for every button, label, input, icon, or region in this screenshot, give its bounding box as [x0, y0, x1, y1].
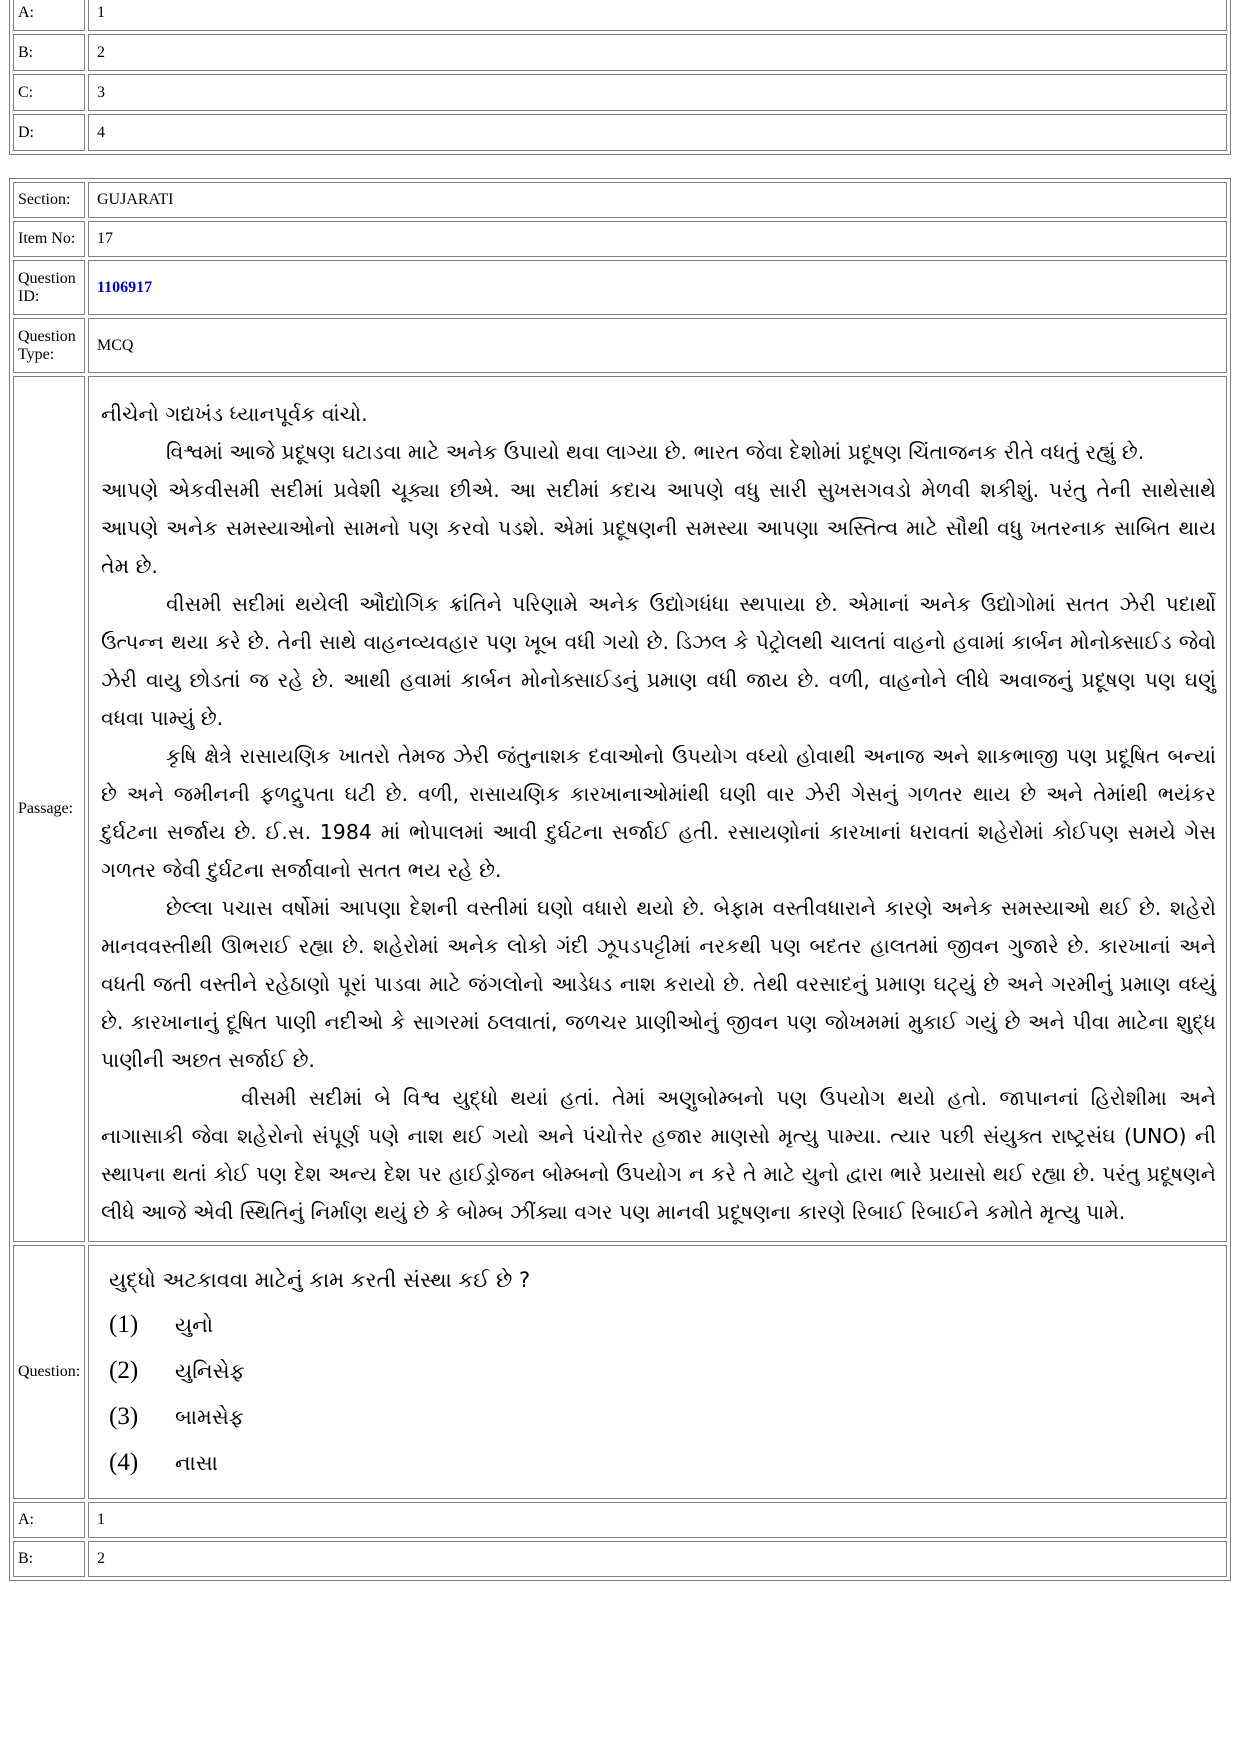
option-4: [109, 1440, 1216, 1486]
answer-value: 3: [88, 74, 1227, 111]
answer-label: A:: [13, 1502, 85, 1538]
section-label: Section:: [13, 182, 85, 218]
question-type-value: MCQ: [88, 318, 1227, 373]
question-content: [88, 1245, 1227, 1499]
passage-label: Passage:: [13, 376, 85, 1242]
answer-value: 1: [88, 1502, 1227, 1538]
passage-row: [13, 376, 1227, 1242]
option-text: યુનિસેફ: [175, 1358, 245, 1383]
answer-row-d: [13, 114, 1227, 151]
answer-label: B:: [13, 1541, 85, 1577]
item-row: [13, 221, 1227, 257]
option-number: (1): [109, 1311, 139, 1338]
option-1: [109, 1302, 1216, 1348]
question-id-label: Question ID:: [13, 260, 85, 315]
question-type-label: Question Type:: [13, 318, 85, 373]
answer-row-b: [13, 1541, 1227, 1577]
question-table: [9, 178, 1231, 1581]
passage-paragraph: વિશ્વમાં આજે પ્રદૂષણ ઘટાડવા માટે અનેક ઉપાયો થવા લાગ્યા છે. ભારત જેવા દેશોમાં પ્રદૂષણ ચિંતાજનક રીતે વધતું રહ્યું છે.: [166, 440, 1145, 464]
option-number: (3): [109, 1403, 139, 1430]
passage-paragraph: વીસમી સદીમાં થયેલી ઔદ્યોગિક ક્રાંતિને પરિણામે અનેક ઉદ્યોગધંધા સ્થપાયા છે. એમાનાં અનેક ઉદ્યોગોમાં સતત ઝેરી પદાર્થો ઉત્પન્ન થયા કરે છે. તેની સાથે વાહનવ્યવહાર પણ ખૂબ વધી ગયો છે. ડિઝલ કે પેટ્રોલથી ચાલતાં વાહનો હવામાં કાર્બન મોનોક્સાઈડ જેવો ઝેરી વાયુ છોડતાં જ રહે છે. આથી હવામાં કાર્બન મોનોક્સાઈડનું પ્રમાણ વધી જાય છે. વળી, વાહનોને લીધે અવાજનું પ્રદૂષણ પણ ઘણું વધવા પામ્યું છે.: [101, 592, 1216, 730]
answer-row-c: [13, 74, 1227, 111]
previous-answers-table: [9, 0, 1231, 155]
answer-label: A:: [13, 0, 85, 31]
option-number: (2): [109, 1357, 139, 1384]
question-type-row: [13, 318, 1227, 373]
option-text: બામસેફ: [175, 1404, 244, 1429]
answer-label: C:: [13, 74, 85, 111]
section-value: GUJARATI: [88, 182, 1227, 218]
question-text: યુદ્ધો અટકાવવા માટેનું કામ કરતી સંસ્થા કઈ છે ?: [109, 1268, 531, 1292]
passage-paragraph: આપણે એકવીસમી સદીમાં પ્રવેશી ચૂક્યા છીએ. આ સદીમાં કદાચ આપણે વધુ સારી સુખસગવડો મેળવી શકીશું. પરંતુ તેની સાથેસાથે આપણે અનેક સમસ્યાઓનો સામનો પણ કરવો પડશે. એમાં પ્રદૂષણની સમસ્યા આપણા અસ્તિત્વ માટે સૌથી વધુ ખતરનાક સાબિત થાય તેમ છે.: [101, 478, 1216, 578]
item-value: 17: [88, 221, 1227, 257]
answer-row-a: [13, 1502, 1227, 1538]
option-text: નાસા: [175, 1450, 218, 1475]
passage-content: [88, 376, 1227, 1242]
answer-value: 4: [88, 114, 1227, 151]
answer-label: D:: [13, 114, 85, 151]
section-row: [13, 182, 1227, 218]
passage-paragraph: છેલ્લા પચાસ વર્ષોમાં આપણા દેશની વસ્તીમાં ઘણો વધારો થયો છે. બેફામ વસ્તીવધારાને કારણે અનેક સમસ્યાઓ થઈ છે. શહેરો માનવવસ્તીથી ઊભરાઈ રહ્યા છે. શહેરોમાં અનેક લોકો ગંદી ઝૂપડપટ્ટીમાં નરકથી પણ બદતર હાલતમાં જીવન ગુજારે છે. કારખાનાં અને વધતી જતી વસ્તીને રહેઠાણો પૂરાં પાડવા માટે જંગલોનો આડેધડ નાશ કરાયો છે. તેથી વરસાદનું પ્રમાણ ઘટ્યું છે અને ગરમીનું પ્રમાણ વધ્યું છે. કારખાનાનું દૂષિત પાણી નદીઓ કે સાગરમાં ઠલવાતાં, જળચર પ્રાણીઓનું જીવન પણ જોખમમાં મુકાઈ ગયું છે અને પીવા માટેના શુદ્ધ પાણીની અછત સર્જાઈ છે.: [101, 896, 1216, 1072]
answer-label: B:: [13, 34, 85, 71]
answer-row-b: [13, 34, 1227, 71]
passage-instruction: નીચેનો ગદ્યખંડ ધ્યાનપૂર્વક વાંચો.: [101, 402, 368, 426]
answer-value: 2: [88, 1541, 1227, 1577]
answer-row-a: [13, 0, 1227, 31]
option-3: [109, 1394, 1216, 1440]
question-id-value: 1106917: [88, 260, 1227, 315]
question-id-row: [13, 260, 1227, 315]
answer-value: 2: [88, 34, 1227, 71]
answer-value: 1: [88, 0, 1227, 31]
item-label: Item No:: [13, 221, 85, 257]
passage-paragraph: વીસમી સદીમાં બે વિશ્વ યુદ્ધો થયાં હતાં. તેમાં અણુબોમ્બનો પણ ઉપયોગ થયો હતો. જાપાનનાં હિરોશીમા અને નાગાસાકી જેવા શહેરોનો સંપૂર્ણ પણે નાશ થઈ ગયો અને પંચોત્તેર હજાર માણસો મૃત્યુ પામ્યા. ત્યાર પછી સંયુક્ત રાષ્ટ્રસંઘ (UNO) ની સ્થાપના થતાં કોઈ પણ દેશ અન્ય દેશ પર હાઈડ્રોજન બોમ્બનો ઉપયોગ ન કરે તે માટે યુનો દ્વારા ભારે પ્રયાસો થઈ રહ્યા છે. પરંતુ પ્રદૂષણને લીધે આજે એવી સ્થિતિનું નિર્માણ થયું છે કે બોમ્બ ઝીંક્યા વગર પણ માનવી પ્રદૂષણના કારણે રિબાઈ રિબાઈને કમોતે મૃત્યુ પામે.: [101, 1086, 1216, 1224]
passage-paragraph: કૃષિ ક્ષેત્રે રાસાયણિક ખાતરો તેમજ ઝેરી જંતુનાશક દવાઓનો ઉપયોગ વધ્યો હોવાથી અનાજ અને શાકભાજી પણ પ્રદૂષિત બન્યાં છે અને જમીનની ફળદ્રુપતા ઘટી છે. વળી, રાસાયણિક કારખાનાઓમાંથી ઘણી વાર ઝેરી ગેસનું ગળતર થાય છે અને તેમાંથી ભયંકર દુર્ઘટના સર્જાય છે. ઈ.સ. 1984 માં ભોપાલમાં આવી દુર્ઘટના સર્જાઈ હતી. રસાયણોનાં કારખાનાં ધરાવતાં શહેરોમાં કોઈપણ સમયે ગેસ ગળતર જેવી દુર્ઘટના સર્જાવાનો સતત ભય રહે છે.: [101, 744, 1216, 882]
question-label: Question:: [13, 1245, 85, 1499]
option-2: [109, 1348, 1216, 1394]
option-text: યુનો: [175, 1312, 214, 1337]
option-number: (4): [109, 1449, 139, 1476]
question-row: [13, 1245, 1227, 1499]
